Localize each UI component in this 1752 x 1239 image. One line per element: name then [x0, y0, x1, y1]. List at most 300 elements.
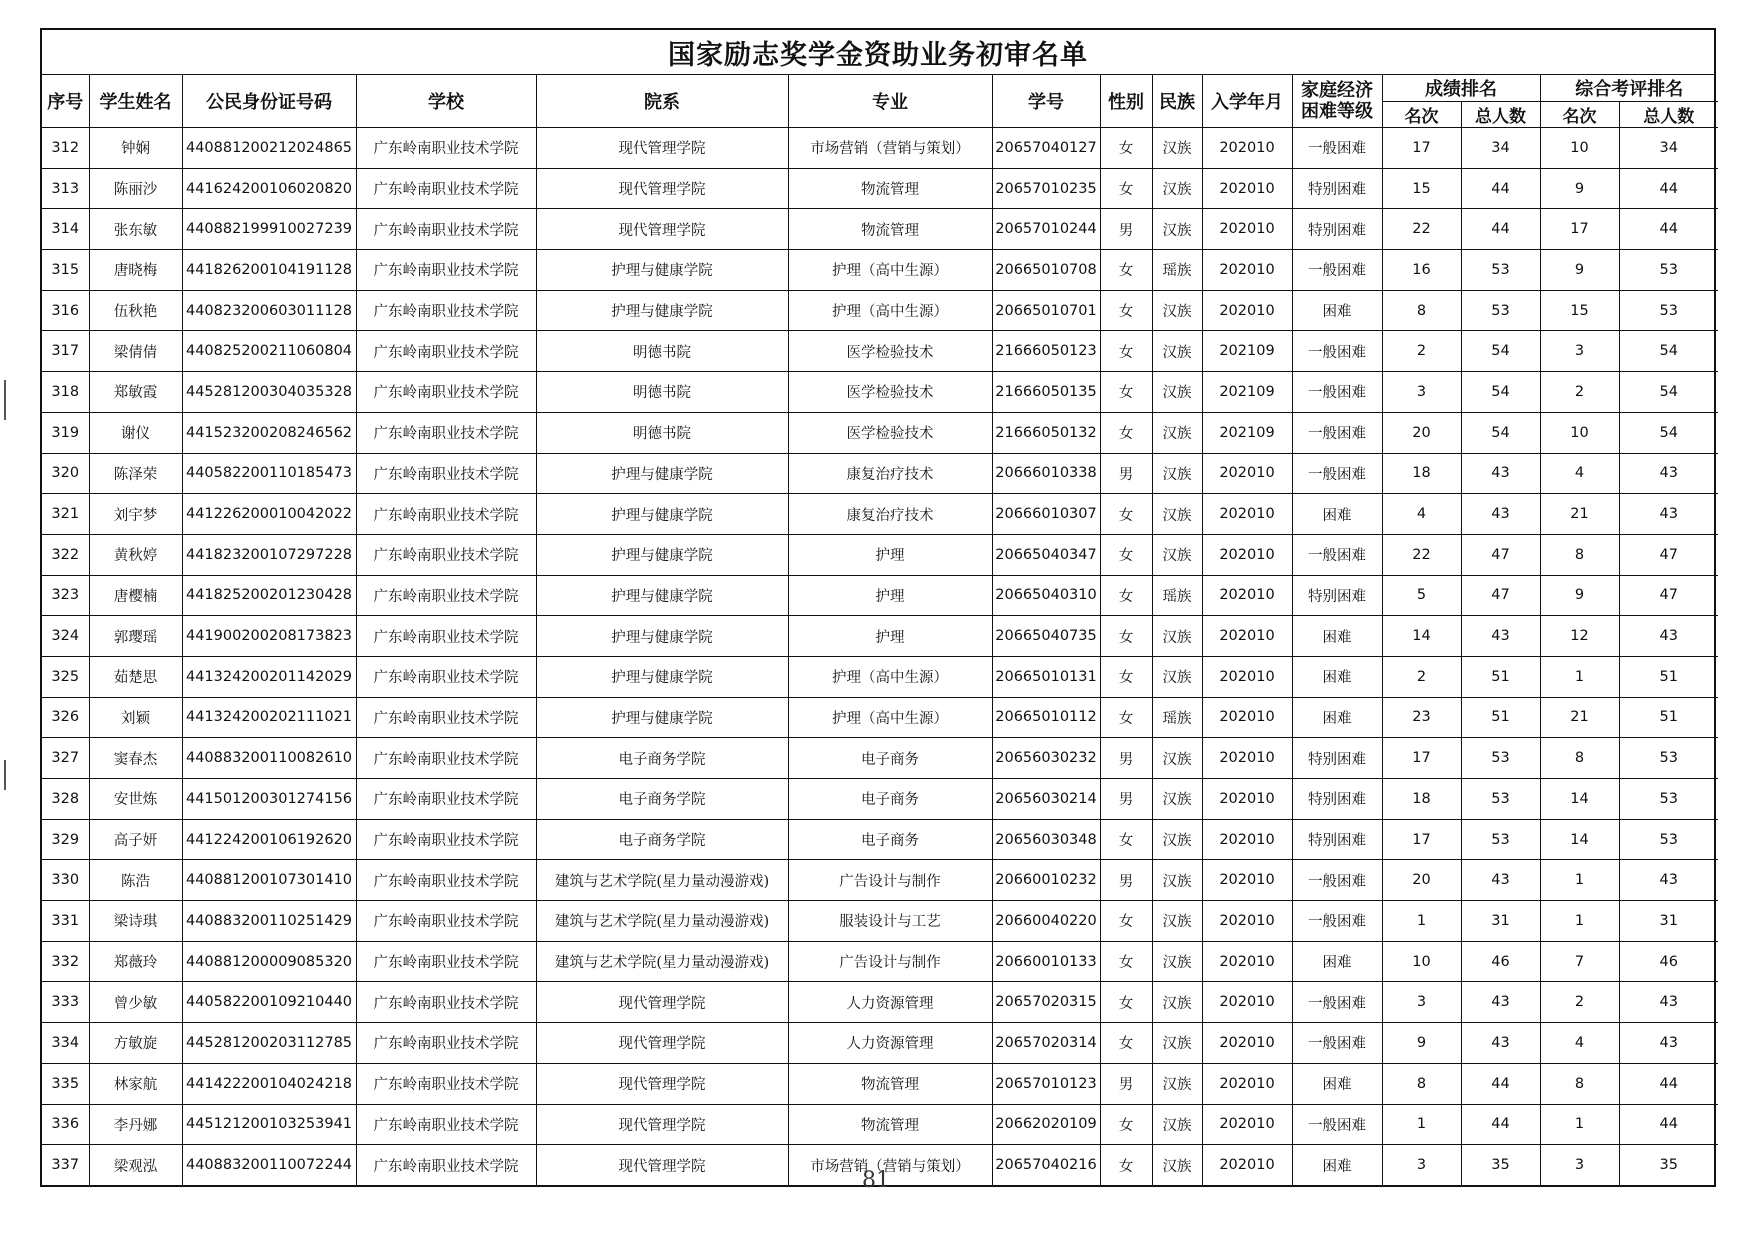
cell-id: 441900200208173823 [182, 616, 356, 657]
cell-dept: 现代管理学院 [536, 1063, 788, 1104]
cell-major: 护理（高中生源） [788, 290, 992, 331]
cell-student-no: 20657040127 [992, 128, 1100, 169]
cell-gender: 男 [1100, 209, 1152, 250]
cell-gender: 女 [1100, 250, 1152, 291]
cell-gender: 女 [1100, 534, 1152, 575]
cell-student-no: 20656030348 [992, 819, 1100, 860]
cell-overall-rank-position: 1 [1540, 860, 1619, 901]
cell-overall-rank-total: 43 [1619, 982, 1718, 1023]
cell-enroll: 202010 [1202, 1063, 1292, 1104]
header-school: 学校 [356, 75, 536, 128]
cell-ethnicity: 汉族 [1152, 534, 1202, 575]
cell-difficulty: 特别困难 [1292, 209, 1382, 250]
cell-overall-rank-total: 53 [1619, 779, 1718, 820]
document-title: 国家励志奖学金资助业务初审名单 [42, 30, 1714, 75]
header-major: 专业 [788, 75, 992, 128]
cell-name: 梁观泓 [89, 1145, 182, 1185]
cell-grade-rank-total: 53 [1461, 250, 1540, 291]
cell-overall-rank-total: 47 [1619, 575, 1718, 616]
table-row [42, 779, 1718, 820]
cell-student-no: 20665010131 [992, 656, 1100, 697]
cell-overall-rank-total: 51 [1619, 656, 1718, 697]
cell-school: 广东岭南职业技术学院 [356, 1104, 536, 1145]
cell-grade-rank-position: 5 [1382, 575, 1461, 616]
cell-school: 广东岭南职业技术学院 [356, 941, 536, 982]
cell-major: 电子商务 [788, 819, 992, 860]
cell-school: 广东岭南职业技术学院 [356, 372, 536, 413]
cell-seq: 327 [42, 738, 89, 779]
cell-dept: 护理与健康学院 [536, 534, 788, 575]
cell-grade-rank-position: 16 [1382, 250, 1461, 291]
cell-grade-rank-position: 17 [1382, 819, 1461, 860]
cell-grade-rank-position: 18 [1382, 779, 1461, 820]
cell-overall-rank-total: 43 [1619, 494, 1718, 535]
cell-name: 安世炼 [89, 779, 182, 820]
cell-ethnicity: 汉族 [1152, 209, 1202, 250]
cell-major: 电子商务 [788, 738, 992, 779]
cell-difficulty: 特别困难 [1292, 779, 1382, 820]
header-grade-rank-position: 名次 [1382, 102, 1461, 128]
cell-student-no: 20657020315 [992, 982, 1100, 1023]
cell-ethnicity: 汉族 [1152, 779, 1202, 820]
cell-seq: 331 [42, 901, 89, 942]
cell-overall-rank-total: 54 [1619, 372, 1718, 413]
cell-id: 440881200107301410 [182, 860, 356, 901]
cell-enroll: 202109 [1202, 331, 1292, 372]
cell-gender: 女 [1100, 616, 1152, 657]
cell-grade-rank-total: 46 [1461, 941, 1540, 982]
cell-id: 441823200107297228 [182, 534, 356, 575]
cell-enroll: 202010 [1202, 860, 1292, 901]
cell-difficulty: 一般困难 [1292, 331, 1382, 372]
cell-name: 钟娴 [89, 128, 182, 169]
cell-gender: 女 [1100, 372, 1152, 413]
header-name: 学生姓名 [89, 75, 182, 128]
cell-major: 物流管理 [788, 1063, 992, 1104]
cell-overall-rank-position: 8 [1540, 534, 1619, 575]
cell-name: 梁诗琪 [89, 901, 182, 942]
cell-major: 康复治疗技术 [788, 494, 992, 535]
cell-overall-rank-position: 1 [1540, 1104, 1619, 1145]
cell-grade-rank-position: 1 [1382, 901, 1461, 942]
cell-grade-rank-position: 17 [1382, 128, 1461, 169]
cell-overall-rank-position: 14 [1540, 819, 1619, 860]
cell-seq: 322 [42, 534, 89, 575]
cell-difficulty: 困难 [1292, 290, 1382, 331]
cell-difficulty: 一般困难 [1292, 1023, 1382, 1064]
cell-enroll: 202010 [1202, 941, 1292, 982]
cell-id: 441224200106192620 [182, 819, 356, 860]
header-grade-rank: 成绩排名 [1382, 75, 1540, 102]
cell-ethnicity: 汉族 [1152, 941, 1202, 982]
cell-grade-rank-total: 44 [1461, 209, 1540, 250]
cell-name: 李丹娜 [89, 1104, 182, 1145]
cell-student-no: 21666050132 [992, 412, 1100, 453]
cell-student-no: 20665040310 [992, 575, 1100, 616]
cell-overall-rank-position: 1 [1540, 656, 1619, 697]
cell-student-no: 20656030232 [992, 738, 1100, 779]
cell-grade-rank-total: 44 [1461, 1063, 1540, 1104]
header-enroll: 入学年月 [1202, 75, 1292, 128]
cell-ethnicity: 汉族 [1152, 616, 1202, 657]
cell-id: 441825200201230428 [182, 575, 356, 616]
cell-difficulty: 一般困难 [1292, 860, 1382, 901]
table-row [42, 128, 1718, 169]
cell-school: 广东岭南职业技术学院 [356, 697, 536, 738]
table-row [42, 697, 1718, 738]
cell-seq: 335 [42, 1063, 89, 1104]
cell-student-no: 20666010338 [992, 453, 1100, 494]
header-seq: 序号 [42, 75, 89, 128]
cell-dept: 护理与健康学院 [536, 494, 788, 535]
cell-school: 广东岭南职业技术学院 [356, 738, 536, 779]
table-row [42, 860, 1718, 901]
cell-ethnicity: 瑶族 [1152, 250, 1202, 291]
cell-gender: 女 [1100, 901, 1152, 942]
cell-dept: 现代管理学院 [536, 1145, 788, 1185]
cell-ethnicity: 汉族 [1152, 901, 1202, 942]
cell-grade-rank-position: 4 [1382, 494, 1461, 535]
cell-grade-rank-total: 43 [1461, 860, 1540, 901]
cell-ethnicity: 汉族 [1152, 494, 1202, 535]
table-row [42, 738, 1718, 779]
cell-major: 人力资源管理 [788, 1023, 992, 1064]
cell-seq: 336 [42, 1104, 89, 1145]
cell-grade-rank-position: 17 [1382, 738, 1461, 779]
cell-ethnicity: 汉族 [1152, 412, 1202, 453]
cell-ethnicity: 瑶族 [1152, 697, 1202, 738]
cell-grade-rank-total: 43 [1461, 494, 1540, 535]
table-body [42, 128, 1718, 1185]
cell-dept: 建筑与艺术学院(星力量动漫游戏) [536, 941, 788, 982]
header-gender: 性别 [1100, 75, 1152, 128]
cell-school: 广东岭南职业技术学院 [356, 209, 536, 250]
cell-overall-rank-total: 51 [1619, 697, 1718, 738]
cell-difficulty: 困难 [1292, 697, 1382, 738]
cell-major: 医学检验技术 [788, 331, 992, 372]
cell-school: 广东岭南职业技术学院 [356, 412, 536, 453]
table-row [42, 656, 1718, 697]
cell-student-no: 20665010708 [992, 250, 1100, 291]
cell-dept: 护理与健康学院 [536, 616, 788, 657]
cell-id: 440823200603011128 [182, 290, 356, 331]
cell-ethnicity: 汉族 [1152, 290, 1202, 331]
cell-overall-rank-total: 44 [1619, 209, 1718, 250]
cell-grade-rank-position: 23 [1382, 697, 1461, 738]
cell-overall-rank-total: 43 [1619, 453, 1718, 494]
cell-overall-rank-total: 54 [1619, 412, 1718, 453]
cell-enroll: 202010 [1202, 819, 1292, 860]
cell-enroll: 202010 [1202, 1023, 1292, 1064]
cell-major: 广告设计与制作 [788, 860, 992, 901]
cell-grade-rank-total: 47 [1461, 575, 1540, 616]
cell-school: 广东岭南职业技术学院 [356, 982, 536, 1023]
cell-grade-rank-total: 43 [1461, 616, 1540, 657]
cell-overall-rank-total: 47 [1619, 534, 1718, 575]
cell-major: 物流管理 [788, 1104, 992, 1145]
cell-id: 440582200110185473 [182, 453, 356, 494]
cell-dept: 建筑与艺术学院(星力量动漫游戏) [536, 860, 788, 901]
cell-enroll: 202010 [1202, 779, 1292, 820]
cell-ethnicity: 汉族 [1152, 656, 1202, 697]
cell-overall-rank-position: 3 [1540, 1145, 1619, 1185]
cell-dept: 现代管理学院 [536, 209, 788, 250]
cell-major: 护理 [788, 616, 992, 657]
header-difficulty [1292, 75, 1382, 128]
cell-seq: 317 [42, 331, 89, 372]
cell-gender: 男 [1100, 738, 1152, 779]
cell-id: 441422200104024218 [182, 1063, 356, 1104]
cell-gender: 女 [1100, 494, 1152, 535]
table-row [42, 250, 1718, 291]
cell-school: 广东岭南职业技术学院 [356, 128, 536, 169]
table-row [42, 982, 1718, 1023]
cell-id: 440881200009085320 [182, 941, 356, 982]
cell-overall-rank-total: 34 [1619, 128, 1718, 169]
cell-name: 郑薇玲 [89, 941, 182, 982]
cell-dept: 明德书院 [536, 372, 788, 413]
cell-name: 陈丽沙 [89, 168, 182, 209]
table-row [42, 901, 1718, 942]
cell-student-no: 21666050135 [992, 372, 1100, 413]
cell-name: 茹楚思 [89, 656, 182, 697]
table-row [42, 1023, 1718, 1064]
cell-gender: 女 [1100, 819, 1152, 860]
cell-overall-rank-position: 8 [1540, 1063, 1619, 1104]
table-row [42, 453, 1718, 494]
cell-major: 市场营销（营销与策划） [788, 128, 992, 169]
cell-enroll: 202010 [1202, 168, 1292, 209]
cell-overall-rank-total: 44 [1619, 168, 1718, 209]
cell-school: 广东岭南职业技术学院 [356, 616, 536, 657]
table-row [42, 575, 1718, 616]
cell-difficulty: 特别困难 [1292, 168, 1382, 209]
cell-grade-rank-position: 22 [1382, 209, 1461, 250]
cell-grade-rank-position: 1 [1382, 1104, 1461, 1145]
cell-grade-rank-total: 51 [1461, 656, 1540, 697]
cell-grade-rank-position: 15 [1382, 168, 1461, 209]
cell-grade-rank-position: 8 [1382, 1063, 1461, 1104]
cell-major: 市场营销（营销与策划） [788, 1145, 992, 1185]
cell-overall-rank-total: 53 [1619, 819, 1718, 860]
table-row [42, 209, 1718, 250]
header-overall-rank-position: 名次 [1540, 102, 1619, 128]
cell-id: 441324200202111021 [182, 697, 356, 738]
cell-school: 广东岭南职业技术学院 [356, 534, 536, 575]
cell-overall-rank-position: 3 [1540, 331, 1619, 372]
cell-seq: 313 [42, 168, 89, 209]
cell-grade-rank-total: 44 [1461, 1104, 1540, 1145]
cell-overall-rank-position: 10 [1540, 128, 1619, 169]
cell-seq: 326 [42, 697, 89, 738]
cell-school: 广东岭南职业技术学院 [356, 656, 536, 697]
cell-major: 康复治疗技术 [788, 453, 992, 494]
cell-ethnicity: 汉族 [1152, 128, 1202, 169]
cell-id: 440883200110082610 [182, 738, 356, 779]
cell-dept: 现代管理学院 [536, 982, 788, 1023]
cell-gender: 女 [1100, 575, 1152, 616]
cell-overall-rank-position: 10 [1540, 412, 1619, 453]
cell-school: 广东岭南职业技术学院 [356, 575, 536, 616]
cell-student-no: 20666010307 [992, 494, 1100, 535]
cell-student-no: 21666050123 [992, 331, 1100, 372]
cell-seq: 329 [42, 819, 89, 860]
cell-name: 刘宇梦 [89, 494, 182, 535]
cell-name: 郑敏霞 [89, 372, 182, 413]
cell-grade-rank-total: 43 [1461, 982, 1540, 1023]
cell-school: 广东岭南职业技术学院 [356, 168, 536, 209]
cell-difficulty: 困难 [1292, 616, 1382, 657]
cell-gender: 女 [1100, 656, 1152, 697]
cell-overall-rank-total: 54 [1619, 331, 1718, 372]
cell-difficulty: 一般困难 [1292, 412, 1382, 453]
cell-gender: 女 [1100, 1145, 1152, 1185]
cell-difficulty: 一般困难 [1292, 901, 1382, 942]
cell-overall-rank-position: 7 [1540, 941, 1619, 982]
cell-id: 445121200103253941 [182, 1104, 356, 1145]
cell-student-no: 20657010123 [992, 1063, 1100, 1104]
cell-overall-rank-position: 4 [1540, 453, 1619, 494]
cell-grade-rank-position: 20 [1382, 860, 1461, 901]
table-row [42, 819, 1718, 860]
cell-overall-rank-total: 44 [1619, 1104, 1718, 1145]
table-row [42, 412, 1718, 453]
cell-seq: 324 [42, 616, 89, 657]
cell-grade-rank-position: 22 [1382, 534, 1461, 575]
scan-edge-mark [4, 760, 6, 790]
cell-gender: 女 [1100, 290, 1152, 331]
cell-difficulty: 困难 [1292, 656, 1382, 697]
cell-difficulty: 一般困难 [1292, 534, 1382, 575]
table-row [42, 616, 1718, 657]
cell-enroll: 202010 [1202, 697, 1292, 738]
cell-overall-rank-total: 31 [1619, 901, 1718, 942]
cell-school: 广东岭南职业技术学院 [356, 1063, 536, 1104]
cell-grade-rank-total: 47 [1461, 534, 1540, 575]
cell-major: 护理（高中生源） [788, 656, 992, 697]
cell-school: 广东岭南职业技术学院 [356, 331, 536, 372]
cell-difficulty: 困难 [1292, 1145, 1382, 1185]
cell-ethnicity: 汉族 [1152, 1104, 1202, 1145]
cell-school: 广东岭南职业技术学院 [356, 819, 536, 860]
cell-seq: 314 [42, 209, 89, 250]
cell-enroll: 202010 [1202, 128, 1292, 169]
cell-difficulty: 特别困难 [1292, 575, 1382, 616]
cell-seq: 330 [42, 860, 89, 901]
cell-ethnicity: 汉族 [1152, 860, 1202, 901]
cell-grade-rank-total: 43 [1461, 1023, 1540, 1064]
cell-name: 唐樱楠 [89, 575, 182, 616]
cell-ethnicity: 汉族 [1152, 1063, 1202, 1104]
table-row [42, 1063, 1718, 1104]
table-row [42, 168, 1718, 209]
cell-ethnicity: 汉族 [1152, 331, 1202, 372]
cell-dept: 现代管理学院 [536, 128, 788, 169]
cell-difficulty: 特别困难 [1292, 819, 1382, 860]
cell-ethnicity: 汉族 [1152, 1145, 1202, 1185]
cell-ethnicity: 瑶族 [1152, 575, 1202, 616]
cell-grade-rank-position: 2 [1382, 331, 1461, 372]
cell-grade-rank-total: 54 [1461, 331, 1540, 372]
cell-name: 黄秋婷 [89, 534, 182, 575]
cell-difficulty: 一般困难 [1292, 982, 1382, 1023]
cell-overall-rank-total: 46 [1619, 941, 1718, 982]
cell-student-no: 20660040220 [992, 901, 1100, 942]
cell-overall-rank-position: 14 [1540, 779, 1619, 820]
cell-grade-rank-position: 10 [1382, 941, 1461, 982]
cell-name: 林家航 [89, 1063, 182, 1104]
cell-enroll: 202010 [1202, 656, 1292, 697]
table-row [42, 372, 1718, 413]
scan-edge-mark [4, 380, 6, 420]
cell-grade-rank-total: 53 [1461, 819, 1540, 860]
cell-id: 440881200212024865 [182, 128, 356, 169]
cell-grade-rank-total: 43 [1461, 453, 1540, 494]
cell-overall-rank-position: 1 [1540, 901, 1619, 942]
cell-ethnicity: 汉族 [1152, 982, 1202, 1023]
cell-enroll: 202109 [1202, 412, 1292, 453]
cell-ethnicity: 汉族 [1152, 372, 1202, 413]
cell-student-no: 20657040216 [992, 1145, 1100, 1185]
table-row [42, 494, 1718, 535]
cell-seq: 328 [42, 779, 89, 820]
cell-grade-rank-total: 54 [1461, 412, 1540, 453]
cell-seq: 337 [42, 1145, 89, 1185]
cell-overall-rank-position: 8 [1540, 738, 1619, 779]
cell-name: 谢仪 [89, 412, 182, 453]
cell-school: 广东岭南职业技术学院 [356, 860, 536, 901]
cell-dept: 建筑与艺术学院(星力量动漫游戏) [536, 901, 788, 942]
cell-name: 伍秋艳 [89, 290, 182, 331]
cell-major: 电子商务 [788, 779, 992, 820]
cell-gender: 女 [1100, 941, 1152, 982]
header-grade-rank-total: 总人数 [1461, 102, 1540, 128]
cell-id: 441826200104191128 [182, 250, 356, 291]
cell-student-no: 20657010244 [992, 209, 1100, 250]
cell-ethnicity: 汉族 [1152, 168, 1202, 209]
header-ethnicity: 民族 [1152, 75, 1202, 128]
header-overall-rank: 综合考评排名 [1540, 75, 1718, 102]
cell-grade-rank-position: 3 [1382, 982, 1461, 1023]
cell-id: 440882199910027239 [182, 209, 356, 250]
cell-dept: 护理与健康学院 [536, 290, 788, 331]
cell-grade-rank-total: 34 [1461, 128, 1540, 169]
cell-major: 医学检验技术 [788, 412, 992, 453]
cell-enroll: 202010 [1202, 209, 1292, 250]
table-row [42, 331, 1718, 372]
cell-name: 方敏旋 [89, 1023, 182, 1064]
cell-gender: 女 [1100, 331, 1152, 372]
cell-grade-rank-position: 3 [1382, 1145, 1461, 1185]
table-row [42, 534, 1718, 575]
cell-difficulty: 一般困难 [1292, 1104, 1382, 1145]
cell-major: 护理 [788, 575, 992, 616]
cell-difficulty: 一般困难 [1292, 128, 1382, 169]
cell-student-no: 20657010235 [992, 168, 1100, 209]
cell-name: 陈浩 [89, 860, 182, 901]
cell-student-no: 20665010112 [992, 697, 1100, 738]
cell-seq: 333 [42, 982, 89, 1023]
cell-grade-rank-position: 8 [1382, 290, 1461, 331]
cell-student-no: 20665010701 [992, 290, 1100, 331]
cell-name: 陈泽荣 [89, 453, 182, 494]
cell-seq: 334 [42, 1023, 89, 1064]
cell-difficulty: 一般困难 [1292, 250, 1382, 291]
cell-student-no: 20660010232 [992, 860, 1100, 901]
cell-difficulty: 特别困难 [1292, 738, 1382, 779]
cell-id: 441624200106020820 [182, 168, 356, 209]
cell-gender: 男 [1100, 453, 1152, 494]
